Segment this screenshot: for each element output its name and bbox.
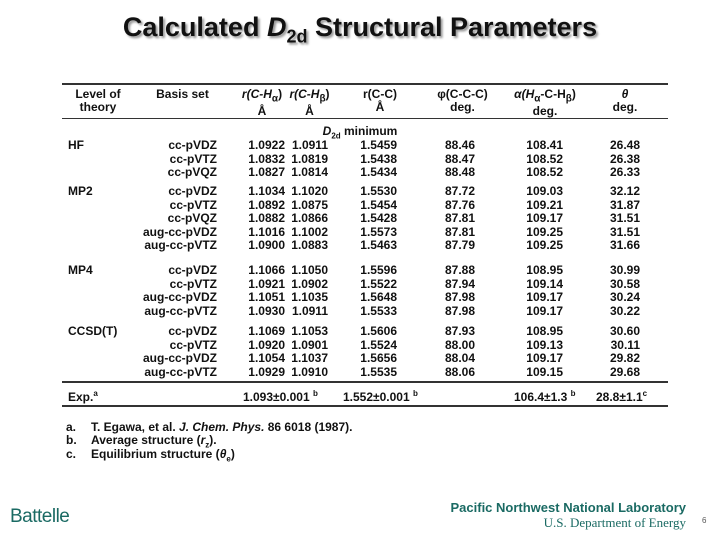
value-cell: 1.0814	[291, 165, 328, 179]
basis-set-cell: aug-cc-pVDZ	[142, 224, 217, 239]
title-symbol: D	[266, 12, 287, 42]
h: Å	[257, 104, 267, 119]
value-cell: 30.11	[610, 337, 640, 352]
value-cell: 1.1051	[248, 290, 285, 304]
pnnl-logo	[451, 500, 687, 531]
value-cell: 31.87	[609, 197, 640, 212]
header-rchb	[282, 88, 337, 118]
value-cell: 87.98	[444, 290, 475, 304]
value-cell: 109.17	[526, 303, 563, 318]
value-cell: 31.51	[609, 211, 640, 225]
value-cell: 88.06	[444, 364, 475, 379]
value-cell: 109.21	[526, 197, 563, 212]
value-cell: 109.17	[526, 351, 563, 365]
header-rcc	[350, 88, 410, 114]
f: )	[230, 447, 235, 461]
value-cell: 87.93	[444, 324, 475, 338]
e: b	[413, 389, 418, 398]
basis-set-cell: cc-pVTZ	[169, 151, 217, 166]
exp-rcc	[343, 389, 418, 404]
basis-set-cell: cc-pVQZ	[167, 165, 217, 179]
h: )	[571, 87, 576, 101]
value-cell: 108.52	[526, 165, 563, 179]
value-cell: 30.99	[609, 263, 640, 277]
s: minimum	[340, 124, 398, 138]
footnote-a	[66, 420, 352, 434]
e: 1.552±0.001	[343, 390, 410, 404]
h: θ	[621, 87, 629, 101]
value-cell: 1.1037	[291, 351, 328, 365]
level-of-theory: MP4	[68, 263, 93, 277]
value-cell: 88.47	[444, 151, 475, 166]
value-cell: 1.0920	[248, 337, 285, 352]
s: D	[322, 124, 332, 138]
lab-name: Pacific Northwest National Laboratory	[450, 500, 686, 515]
value-cell: 88.46	[444, 138, 475, 152]
h: )	[278, 87, 283, 101]
value-cell: 1.0911	[291, 303, 328, 318]
value-cell: 1.0900	[248, 238, 285, 252]
value-cell: 29.68	[609, 364, 640, 379]
value-cell: 87.88	[444, 263, 475, 277]
value-cell: 108.95	[526, 324, 563, 338]
basis-set-cell: cc-pVTZ	[169, 337, 217, 352]
value-cell: 1.5522	[360, 276, 397, 291]
f: J. Chem. Phys.	[179, 420, 265, 434]
f: c.	[66, 447, 77, 461]
value-cell: 26.38	[609, 151, 640, 166]
value-cell: 1.0910	[291, 364, 328, 379]
basis-set-cell: aug-cc-pVTZ	[144, 303, 217, 318]
value-cell: 1.5463	[360, 238, 397, 252]
value-cell: 87.81	[444, 211, 475, 225]
level-of-theory: HF	[68, 138, 84, 152]
header-phi	[425, 88, 500, 114]
value-cell: 1.5524	[360, 337, 397, 352]
value-cell: 1.0892	[248, 197, 285, 212]
exp-alpha	[514, 389, 576, 404]
value-cell: 1.1050	[291, 263, 328, 277]
basis-set-cell: cc-pVQZ	[167, 211, 217, 225]
basis-set-cell: cc-pVTZ	[169, 276, 217, 291]
title-text-rest: Structural Parameters	[307, 12, 598, 42]
value-cell: 31.66	[609, 238, 640, 252]
value-cell: 1.1035	[291, 290, 328, 304]
value-cell: 1.0930	[248, 303, 285, 318]
e: 28.8±1.1	[596, 390, 643, 404]
exp-rch	[243, 389, 318, 404]
table-bottom-rule	[62, 405, 668, 407]
value-cell: 1.0832	[248, 151, 285, 166]
value-cell: 1.5533	[360, 303, 397, 318]
value-cell: 108.95	[526, 263, 563, 277]
h: φ(C-C-C)	[437, 87, 488, 101]
value-cell: 1.1034	[248, 184, 285, 198]
exp-top-rule	[62, 381, 668, 383]
f: r	[200, 433, 206, 447]
h: Å	[305, 104, 314, 119]
value-cell: 1.0882	[248, 211, 285, 225]
h: β	[565, 93, 572, 105]
value-cell: 87.94	[444, 276, 475, 291]
title-text: Calculated	[122, 12, 267, 42]
f: e	[226, 454, 231, 464]
value-cell: 1.1016	[248, 224, 285, 239]
value-cell: 87.81	[444, 224, 475, 239]
e: c	[642, 389, 648, 398]
f: ).	[209, 433, 217, 447]
value-cell: 1.5648	[360, 290, 397, 304]
dept-name: U.S. Department of Energy	[543, 515, 686, 530]
value-cell: 1.5606	[360, 324, 397, 338]
table-top-rule	[62, 83, 668, 85]
value-cell: 1.1066	[248, 263, 285, 277]
value-cell: 88.48	[444, 165, 475, 179]
h: )	[325, 87, 330, 101]
basis-set-cell: aug-cc-pVDZ	[142, 351, 217, 365]
header-theta	[600, 88, 650, 114]
e: Exp.	[68, 390, 94, 404]
f: θ	[219, 447, 227, 461]
exp-label	[68, 389, 98, 404]
basis-set-cell: aug-cc-pVTZ	[144, 238, 217, 252]
value-cell: 1.1053	[291, 324, 328, 338]
value-cell: 1.0901	[291, 337, 328, 352]
value-cell: 1.0911	[291, 138, 328, 152]
e: 1.093±0.001	[243, 390, 310, 404]
h: r(C-C)	[363, 87, 397, 101]
value-cell: 108.41	[526, 138, 563, 152]
value-cell: 30.60	[609, 324, 640, 338]
h: α(H	[514, 87, 535, 101]
value-cell: 1.5573	[360, 224, 397, 239]
h: deg.	[532, 104, 558, 119]
value-cell: 1.0866	[291, 211, 328, 225]
s: 2d	[331, 131, 341, 141]
value-cell: 1.1020	[291, 184, 328, 198]
value-cell: 32.12	[609, 184, 640, 198]
slide-title	[0, 12, 720, 47]
e: 106.4±1.3	[514, 390, 568, 404]
value-cell: 1.5434	[360, 165, 397, 179]
value-cell: 1.1069	[248, 324, 285, 338]
level-of-theory: MP2	[68, 184, 93, 198]
value-cell: 30.24	[609, 290, 640, 304]
value-cell: 87.79	[444, 238, 475, 252]
header-alpha	[500, 88, 590, 118]
value-cell: 1.5530	[360, 184, 397, 198]
value-cell: 30.58	[609, 276, 640, 291]
basis-set-cell: cc-pVDZ	[168, 324, 217, 338]
value-cell: 1.0921	[248, 276, 285, 291]
value-cell: 109.13	[526, 337, 563, 352]
basis-set-cell: cc-pVDZ	[168, 138, 217, 152]
value-cell: 1.0875	[291, 197, 328, 212]
e: b	[313, 389, 318, 398]
f: a.	[66, 420, 77, 434]
value-cell: 1.0827	[248, 165, 285, 179]
value-cell: 1.0819	[291, 151, 328, 166]
h: α	[271, 93, 279, 105]
h: deg.	[450, 100, 475, 114]
e: a	[93, 389, 98, 398]
h: Level of	[75, 87, 121, 101]
value-cell: 109.14	[526, 276, 563, 291]
basis-set-cell: cc-pVDZ	[168, 184, 217, 198]
value-cell: 108.52	[526, 151, 563, 166]
basis-set-cell: aug-cc-pVTZ	[144, 364, 217, 379]
value-cell: 88.00	[444, 337, 475, 352]
value-cell: 109.25	[526, 238, 563, 252]
level-of-theory: CCSD(T)	[68, 324, 118, 338]
exp-theta	[596, 389, 647, 404]
f: b.	[66, 433, 77, 447]
value-cell: 87.72	[444, 184, 475, 198]
f: 86 6018 (1987).	[264, 420, 353, 434]
value-cell: 1.1002	[291, 224, 328, 239]
h: theory	[79, 100, 117, 114]
h: deg.	[612, 100, 638, 114]
value-cell: 1.0922	[248, 138, 285, 152]
page-number: 6	[702, 516, 707, 525]
footnote-c	[66, 447, 235, 463]
f: z	[205, 440, 210, 450]
basis-set-cell: aug-cc-pVDZ	[142, 290, 217, 304]
f: Equilibrium structure (	[91, 447, 220, 461]
basis-set-cell: cc-pVTZ	[169, 197, 217, 212]
h: r(C-H	[289, 87, 320, 101]
value-cell: 1.5459	[360, 138, 397, 152]
value-cell: 1.5438	[360, 151, 397, 166]
f: Average structure (	[91, 433, 201, 447]
title-subscript: 2d	[286, 26, 308, 47]
value-cell: 87.98	[444, 303, 475, 318]
value-cell: 109.03	[526, 184, 563, 198]
value-cell: 1.0883	[291, 238, 328, 252]
value-cell: 109.25	[526, 224, 563, 239]
header-basis: Basis set	[156, 87, 209, 101]
value-cell: 109.17	[526, 211, 563, 225]
h: β	[319, 93, 326, 105]
value-cell: 1.0902	[291, 276, 328, 291]
battelle-logo: Battelle	[10, 506, 70, 527]
value-cell: 109.17	[526, 290, 563, 304]
value-cell: 29.82	[609, 351, 640, 365]
value-cell: 88.04	[444, 351, 475, 365]
h: r(C-H	[241, 87, 272, 101]
f: T. Egawa, et al.	[91, 420, 180, 434]
value-cell: 26.33	[609, 165, 640, 179]
value-cell: 1.5596	[360, 263, 397, 277]
value-cell: 1.1054	[248, 351, 285, 365]
value-cell: 1.5454	[360, 197, 397, 212]
value-cell: 87.76	[444, 197, 475, 212]
e: b	[570, 389, 576, 398]
value-cell: 30.22	[609, 303, 640, 318]
h: Å	[375, 100, 385, 114]
h: -C-H	[540, 87, 566, 101]
header-level	[68, 88, 128, 114]
value-cell: 26.48	[609, 138, 640, 152]
value-cell: 1.5535	[360, 364, 397, 379]
value-cell: 1.5656	[360, 351, 397, 365]
value-cell: 1.5428	[360, 211, 397, 225]
value-cell: 31.51	[609, 224, 640, 239]
h: α	[534, 93, 541, 105]
value-cell: 1.0929	[248, 364, 285, 379]
value-cell: 109.15	[526, 364, 563, 379]
basis-set-cell: cc-pVDZ	[168, 263, 217, 277]
